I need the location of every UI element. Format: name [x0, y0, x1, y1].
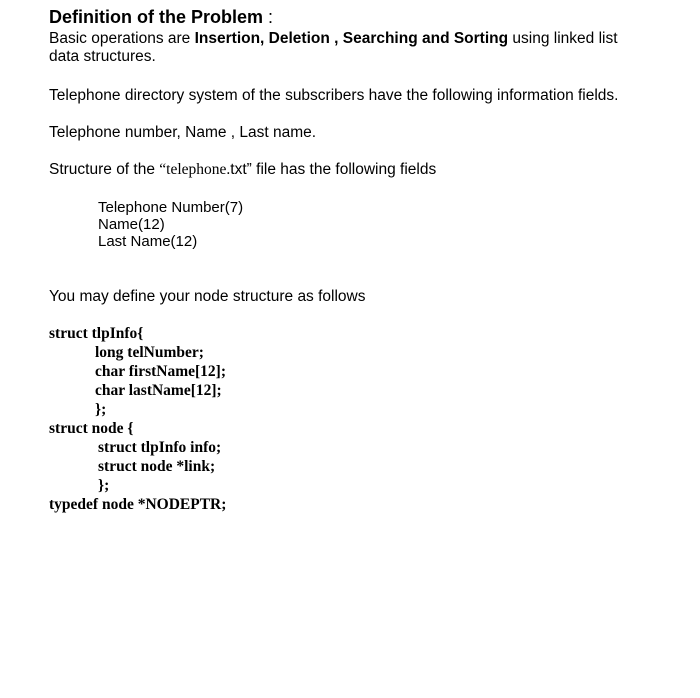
paragraph-node-structure: You may define your node structure as follows — [49, 288, 366, 305]
intro-prefix: Basic operations are — [49, 30, 195, 47]
title-text: Definition of the Problem — [49, 7, 263, 27]
structure-prefix: Structure of the — [49, 161, 160, 178]
code-line-3: char firstName[12]; — [95, 363, 226, 380]
intro-line-2: data structures. — [49, 48, 156, 65]
intro-suffix: using linked list — [508, 30, 618, 47]
structure-filename: “telephone. — [159, 161, 231, 178]
code-line-2: long telNumber; — [95, 344, 204, 361]
paragraph-directory: Telephone directory system of the subscribers have the following information fields. — [49, 87, 619, 104]
structure-extension: txt” — [230, 161, 252, 178]
code-line-4: char lastName[12]; — [95, 382, 222, 399]
field-telephone-number: Telephone Number(7) — [98, 199, 244, 216]
code-line-10: typedef node *NODEPTR; — [49, 496, 227, 513]
paragraph-structure — [49, 161, 436, 179]
code-line-8: struct node *link; — [98, 458, 216, 475]
code-line-9: }; — [98, 477, 110, 494]
page-title — [49, 7, 273, 28]
field-last-name: Last Name(12) — [98, 233, 198, 250]
field-name: Name(12) — [98, 216, 165, 233]
code-line-5: }; — [95, 401, 107, 418]
paragraph-fields: Telephone number, Name , Last name. — [49, 124, 317, 141]
intro-line-1 — [49, 30, 618, 48]
intro-operations: Insertion, Deletion , Searching and Sorting — [194, 30, 509, 47]
title-colon: : — [263, 7, 274, 27]
code-line-1: struct tlpInfo{ — [49, 325, 144, 342]
code-line-7: struct tlpInfo info; — [98, 439, 222, 456]
structure-suffix: file has the following fields — [251, 161, 437, 178]
code-line-6: struct node { — [49, 420, 134, 437]
